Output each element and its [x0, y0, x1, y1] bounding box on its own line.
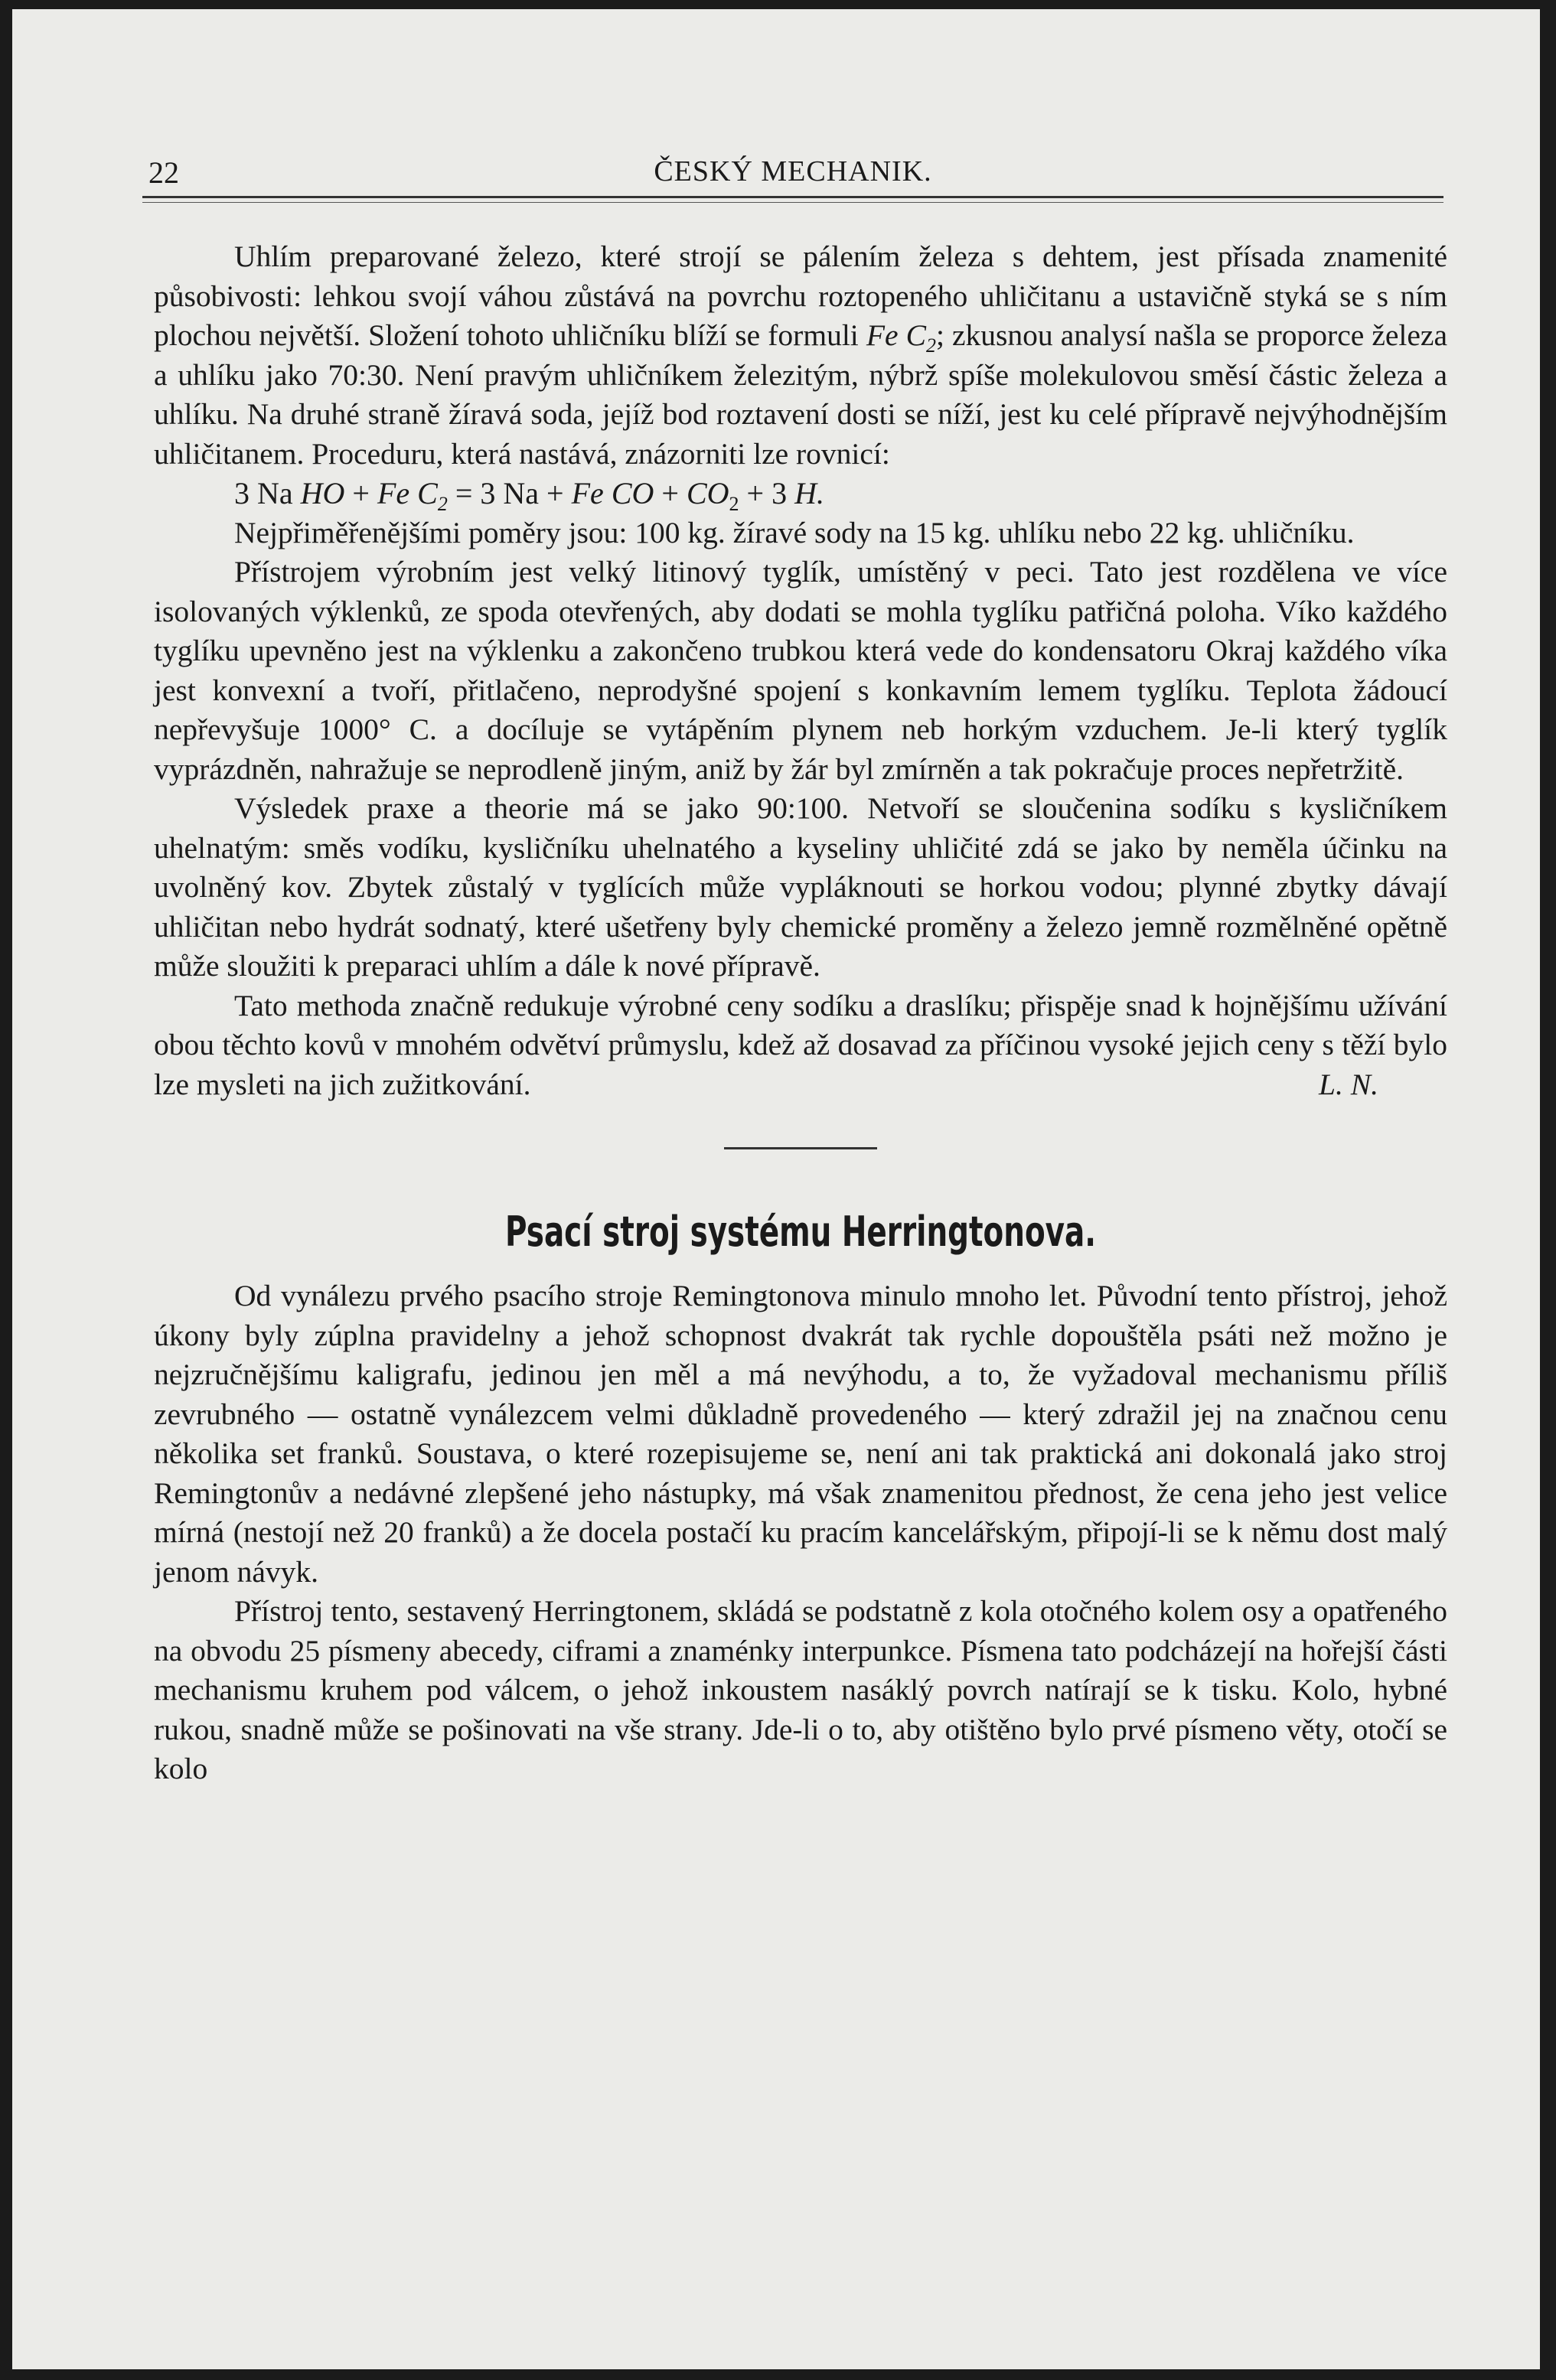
page-header — [142, 155, 1443, 193]
chemical-equation: 3 Na HO + Fe $C_2 = 3$ Na + Fe CO + $CO_2 + 3$ H. — [234, 476, 824, 515]
paragraph-5: Tato methoda značně redukuje výrobné ceny sodíku a draslíku; přispěje snad k hojnějšímu užívání obou těchto kovů v mnohém odvětví průmyslu, kdež až dosavad za příčinou vysoké jejich ceny s těží bylo lze mysleti na jich zužitkování. L. N. — [154, 986, 1447, 1105]
paragraph-1-text: Uhlím preparované železo, které strojí se pálením železa s dehtem, jest přísada znamenité působivosti: lehkou svojí váhou zůstává na povrchu roztopeného uhličitanu a ustavičně styká se s ním plochou největší. Složení tohoto uhličníku blíží se formuli — [154, 240, 1447, 352]
paragraph-1-continuation: ; zkusnou analysí našla se proporce železa a uhlíku jako 70:30. Není pravým uhličníkem železitým, nýbrž spíše molekulovou směsí částic železa a uhlíku. Na druhé straně žíravá soda, jejíž bod roztavení dosti se níží, jest ku celé přípravě nejvýhodnějším uhličitanem. Proceduru, která nastává, znázorniti lze rovnicí: — [154, 318, 1447, 471]
book-page — [12, 9, 1540, 2369]
paragraph-1 — [154, 237, 1447, 474]
paragraph-6: Od vynálezu prvého psacího stroje Remingtonova minulo mnoho let. Původní tento přístroj, jehož úkony byly zúplna pravidelny a jehož schopnost dvakrát tak rychle dopouštěla psáti než možno je nejzručnějšímu kaligrafu, jedinou jen měl a má nevýhodu, a to, že vyžadoval mechanismu příliš zevrubného — ostatně vynálezcem velmi důkladně provedeného — který zdražil jej na značnou cenu několika set franků. Soustava, o které rozepisujeme se, není ani tak praktická ani dokonalá jako stroj Remingtonův a nedávné zlepšené jeho nástupky, má však znamenitou přednost, že cena jeho jest velice mírná (nestojí než 20 franků) a že docela postačí ku pracím kancelářským, připojí-li se k němu dost malý jenom návyk. — [154, 1279, 1447, 1589]
page-number: 22 — [148, 155, 179, 190]
paragraph-7: Přístroj tento, sestavený Herringtonem, skládá se podstatně z kola otočného kolem osy a opatřeného na obvodu 25 písmeny abecedy, ciframi a znaménky interpunkce. Písmena tato podcházejí na hořejší části mechanismu kruhem pod válcem, o jehož inkoustem nasáklý povrch natírají se k tisku. Kolo, hybné rukou, snadně může se pošinovati na vše strany. Jde-li o to, aby otištěno bylo prvé písmeno věty, otočí se kolo — [154, 1594, 1447, 1785]
paragraph-3: Přístrojem výrobním jest velký litinový tyglík, umístěný v peci. Tato jest rozdělena ve více isolovaných výklenků, ze spoda otevřených, aby dodati se mohla tyglíku patřičná poloha. Víko každého tyglíku upevněno jest na výklenku a zakončeno trubkou která vede do kondensatoru Okraj každého víka jest konvexní a tvoří, přitlačeno, neprodyšné spojení s konkavním lemem tyglíku. Teplota žádoucí nepřevyšuje 1000° C. a docíluje se vytápěním plynem neb horkým vzduchem. Je-li který tyglík vyprázdněn, nahražuje se neprodleně jiným, aniž by žár byl zmírněn a tak pokračuje proces nepřetržitě. — [154, 555, 1447, 786]
paragraph-2: Nejpřiměřenějšími poměry jsou: 100 kg. žíravé sody na 15 kg. uhlíku nebo 22 kg. uhličníku. — [234, 515, 1355, 549]
article-title: Psací stroj systému Herringtonova. — [504, 1208, 1097, 1256]
author-signature: L. N. — [1319, 1067, 1378, 1101]
formula-fe-c2: Fe $C_2$ — [866, 318, 936, 357]
header-rule — [142, 196, 1443, 198]
header-rule-thin — [142, 202, 1443, 203]
paragraph-4: Výsledek praxe a theorie má se jako 90:100. Netvoří se sloučenina sodíku s kysličníkem uhelnatým: směs vodíku, kysličníku uhelnatého a kyseliny uhličité zdá se jako by neměla účinku na uvolněný kov. Zbytek zůstalý v tyglících může vypláknouti se horkou vodou; plynné zbytky dávají uhličitan nebo hydrát sodnatý, které ušetřeny byly chemické proměny a železo jemně rozmělněné opětně může sloužiti k preparaci uhlím a dále k nové přípravě. — [154, 791, 1447, 983]
page-body — [154, 237, 1447, 1789]
running-title: ČESKÝ MECHANIK. — [654, 155, 932, 187]
section-divider — [724, 1147, 877, 1149]
